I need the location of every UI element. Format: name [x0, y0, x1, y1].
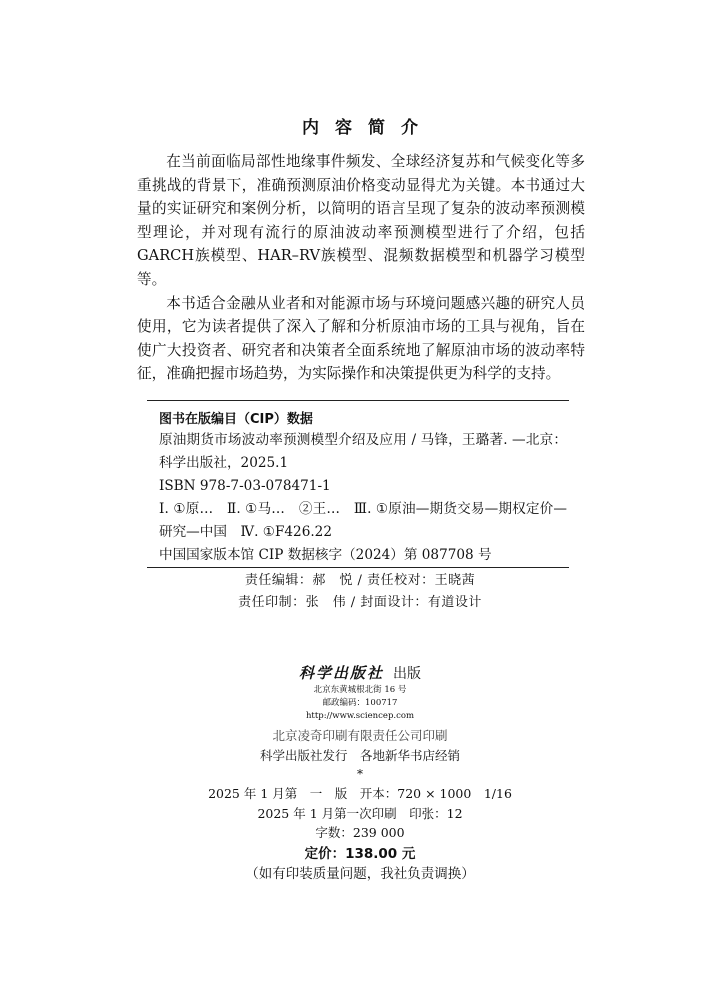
publisher-website: http://www.sciencep.com: [305, 711, 415, 721]
edition-line-2: 2025 年 1 月第一次印刷 印张：12: [257, 806, 463, 821]
summary-paragraph-2: 本书适合金融从业者和对能源市场与环境问题感兴趣的研究人员使用，它为读者提供了深入了解和分析原油市场的工具与视角，旨在使广大投资者、研究者和决策者全面系统地了解原油市场的波动率特征，准确把握市场趋势，为实际操作和决策提供更为科学的支持。: [137, 294, 585, 383]
cip-data-box: [147, 400, 569, 568]
summary-paragraph-1: 在当前面临局部性地缘事件频发、全球经济复苏和气候变化等多重挑战的背景下，准确预测原油价格变动显得尤为关键。本书通过大量的实证研究和案例分析，以简明的语言呈现了复杂的波动率预测模型理论，并对现有流行的原油波动率预测模型进行了介绍，包括GARCH族模型、HAR–RV族模型、混频数据模型和机器学习模型等。: [137, 153, 585, 288]
cip-verification: 中国国家版本馆 CIP 数据核字（2024）第 087708 号: [159, 547, 492, 563]
editors-credits: [0, 570, 720, 614]
word-count: 字数：239 000: [315, 825, 405, 840]
publisher-address: 北京东黄城根北街 16 号: [313, 685, 407, 695]
publisher-postcode: 邮政编码：100717: [322, 698, 398, 708]
editors-line-2: 责任印制：张 伟 / 封面设计：有道设计: [238, 595, 482, 610]
publisher-suffix: 出版: [393, 666, 422, 682]
price: 定价：138.00 元: [304, 846, 416, 862]
separator-star: *: [357, 767, 363, 781]
summary-title: 内容简介: [302, 118, 434, 138]
edition-line-1: 2025 年 1 月第 一 版 开本：720 × 1000 1/16: [208, 786, 512, 801]
distribution-line: 科学出版社发行 各地新华书店经销: [259, 748, 460, 763]
cip-isbn: ISBN 978-7-03-078471-1: [159, 478, 331, 494]
quality-notice: （如有印装质量问题，我社负责调换）: [245, 866, 475, 882]
printer-line: 北京凌奇印刷有限责任公司印刷: [272, 728, 448, 743]
cip-entry: 原油期货市场波动率预测模型介绍及应用 / 马锋，王璐著. —北京：科学出版社，2025.1: [159, 432, 567, 471]
publisher-line: [0, 662, 720, 683]
cip-heading: 图书在版编目（CIP）数据: [159, 412, 313, 427]
editors-line-1: 责任编辑：郝 悦 / 责任校对：王晓茜: [244, 573, 476, 588]
publisher-logo: 科学出版社: [298, 664, 384, 682]
summary-body: [137, 150, 585, 386]
cip-classification: Ⅰ. ①原… Ⅱ. ①马… ②王… Ⅲ. ①原油—期货交易—期权定价—研究—中国 Ⅳ. ①F426.22: [159, 501, 567, 540]
